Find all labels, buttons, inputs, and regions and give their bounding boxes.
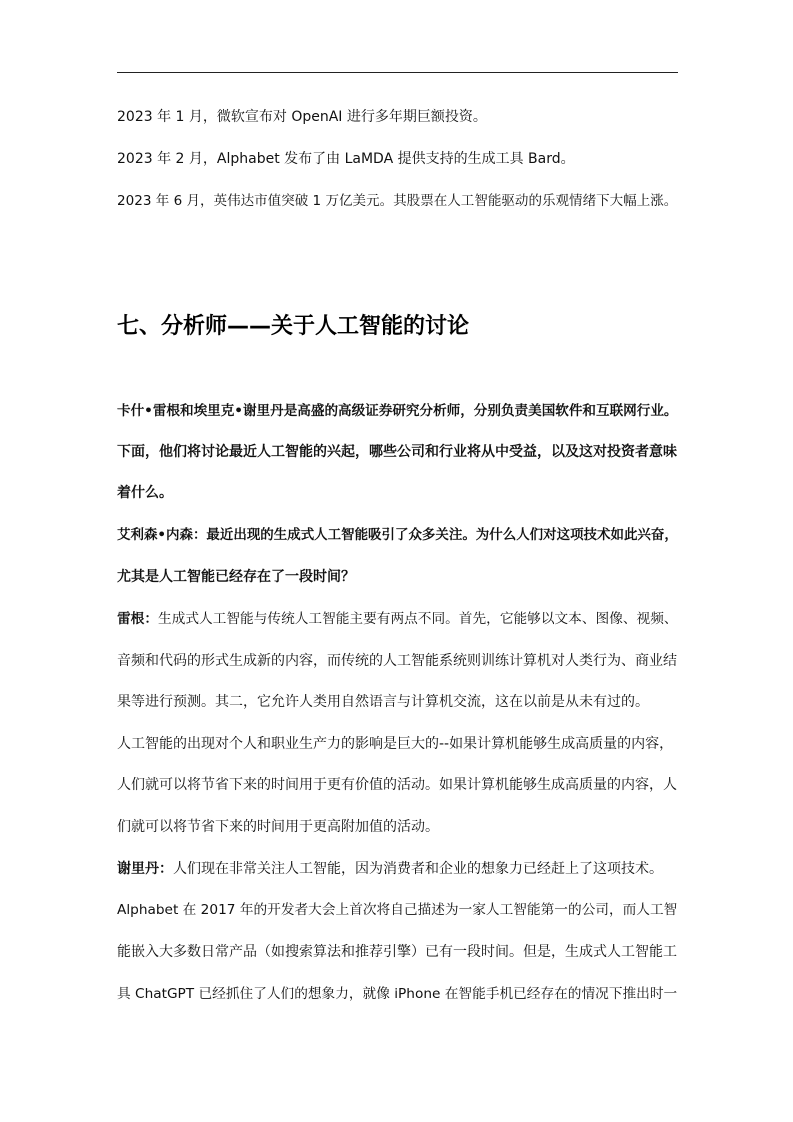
answer-sheridan-line-1 [117, 860, 663, 878]
timeline-item-3: 2023 年 6 月，英伟达市值突破 1 万亿美元。其股票在人工智能驱动的乐观情绪下大幅上涨。 [117, 193, 678, 209]
answer-sheridan-line-3: 能嵌入大多数日常产品（如搜索算法和推荐引擎）已有一段时间。但是，生成式人工智能工 [117, 944, 677, 960]
answer-sheridan-text-1: 人们现在非常关注人工智能，因为消费者和企业的想象力已经赶上了这项技术。 [173, 861, 663, 877]
intro-line-1: 卡什•雷根和埃里克•谢里丹是高盛的高级证券研究分析师，分别负责美国软件和互联网行业。 [117, 403, 678, 419]
speaker-sheridan: 谢里丹： [117, 861, 173, 877]
question-line-2: 尤其是人工智能已经存在了一段时间？ [117, 569, 355, 585]
question-line-1: 艾利森•内森：最近出现的生成式人工智能吸引了众多关注。为什么人们对这项技术如此兴奋， [117, 527, 678, 543]
section-heading: 七、分析师——关于人工智能的讨论 [117, 314, 470, 339]
header-rule [117, 72, 678, 73]
productivity-line-1: 人工智能的出现对个人和职业生产力的影响是巨大的--如果计算机能够生成高质量的内容， [117, 736, 674, 752]
speaker-ragan: 雷根： [117, 611, 159, 627]
answer-sheridan-line-2: Alphabet 在 2017 年的开发者大会上首次将自己描述为一家人工智能第一的公司，而人工智 [117, 902, 678, 918]
answer-ragan-line-1 [117, 610, 678, 628]
intro-line-2: 下面，他们将讨论最近人工智能的兴起，哪些公司和行业将从中受益，以及这对投资者意味 [117, 444, 677, 460]
answer-ragan-text-1: 生成式人工智能与传统人工智能主要有两点不同。首先，它能够以文本、图像、视频、 [158, 611, 678, 627]
productivity-line-3: 们就可以将节省下来的时间用于更高附加值的活动。 [117, 819, 439, 835]
productivity-line-2: 人们就可以将节省下来的时间用于更有价值的活动。如果计算机能够生成高质量的内容，人 [117, 777, 677, 793]
timeline-item-1: 2023 年 1 月，微软宣布对 OpenAI 进行多年期巨额投资。 [117, 109, 487, 125]
intro-line-3: 着什么。 [117, 485, 173, 501]
answer-ragan-line-2: 音频和代码的形式生成新的内容，而传统的人工智能系统则训练计算机对人类行为、商业结 [117, 653, 677, 669]
timeline-item-2: 2023 年 2 月，Alphabet 发布了由 LaMDA 提供支持的生成工具 Bard。 [117, 151, 575, 167]
answer-ragan-line-3: 果等进行预测。其二，它允许人类用自然语言与计算机交流，这在以前是从未有过的。 [117, 694, 649, 710]
answer-sheridan-line-4: 具 ChatGPT 已经抓住了人们的想象力，就像 iPhone 在智能手机已经存在的情况下推出时一 [117, 986, 678, 1002]
